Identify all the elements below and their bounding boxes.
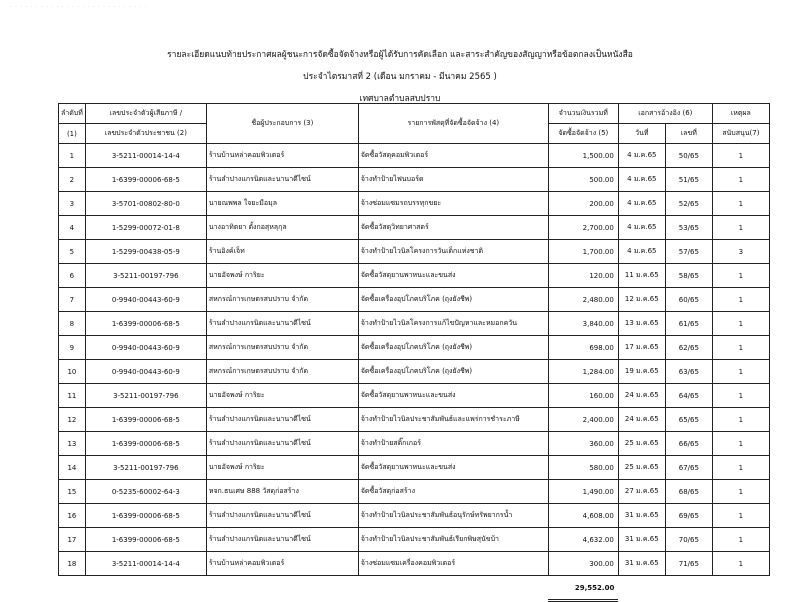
header-reason-sub: สนับสนุน(7): [712, 124, 769, 144]
row-number: 4: [59, 216, 86, 240]
row-taxid: 0-9940-00443-60-9: [85, 288, 206, 312]
header-docno: เลขที่: [665, 124, 712, 144]
row-amount: 1,700.00: [548, 240, 618, 264]
row-vendor: ร้านลำปางแกรนิตและนานาดีไซน์: [206, 168, 358, 192]
header-seq-number: (1): [59, 124, 86, 144]
row-amount: 3,840.00: [548, 312, 618, 336]
row-item: จัดซื้อวัสดุยานพาหนะและขนส่ง: [358, 456, 548, 480]
table-row: [59, 384, 770, 408]
row-amount: 1,490.00: [548, 480, 618, 504]
row-date: 31 ม.ค.65: [618, 552, 665, 576]
row-reason: 1: [712, 552, 769, 576]
row-taxid: 3-5211-00197-796: [85, 264, 206, 288]
row-item: จัดซื้อวัสดุคอมพิวเตอร์: [358, 144, 548, 168]
row-number: 8: [59, 312, 86, 336]
row-date: 4 ม.ค.65: [618, 168, 665, 192]
row-date: 25 ม.ค.65: [618, 432, 665, 456]
row-amount: 1,284.00: [548, 360, 618, 384]
row-date: 4 ม.ค.65: [618, 240, 665, 264]
row-number: 10: [59, 360, 86, 384]
row-vendor: สหกรณ์การเกษตรสบปราบ จำกัด: [206, 360, 358, 384]
row-taxid: 0-5235-60002-64-3: [85, 480, 206, 504]
row-vendor: ร้านลำปางแกรนิตและนานาดีไซน์: [206, 528, 358, 552]
row-reason: 1: [712, 432, 769, 456]
row-docno: 69/65: [665, 504, 712, 528]
row-amount: 200.00: [548, 192, 618, 216]
row-number: 1: [59, 144, 86, 168]
row-docno: 65/65: [665, 408, 712, 432]
row-item: จ้างทำป้ายไฟนบอร์ด: [358, 168, 548, 192]
row-reason: 1: [712, 168, 769, 192]
row-taxid: 1-6399-00006-68-5: [85, 312, 206, 336]
row-number: 13: [59, 432, 86, 456]
table-body: [59, 144, 770, 576]
row-docno: 50/65: [665, 144, 712, 168]
row-taxid: 1-5299-00438-05-9: [85, 240, 206, 264]
row-docno: 52/65: [665, 192, 712, 216]
row-amount: 2,480.00: [548, 288, 618, 312]
table-row: [59, 432, 770, 456]
row-date: 13 ม.ค.65: [618, 312, 665, 336]
row-amount: 2,700.00: [548, 216, 618, 240]
row-docno: 64/65: [665, 384, 712, 408]
row-amount: 698.00: [548, 336, 618, 360]
table-row: [59, 480, 770, 504]
row-amount: 500.00: [548, 168, 618, 192]
row-item: จัดซื้อเครื่องอุปโภคบริโภค (ถุงยังชีพ): [358, 360, 548, 384]
row-item: จัดซื้อวัสดุยานพาหนะและขนส่ง: [358, 264, 548, 288]
header-reason: เหตุผล: [712, 104, 769, 124]
header-vendor: ชื่อผู้ประกอบการ (3): [206, 104, 358, 144]
header-item: รายการพัสดุที่จัดซื้อจัดจ้าง (4): [358, 104, 548, 144]
row-date: 25 ม.ค.65: [618, 456, 665, 480]
row-reason: 1: [712, 264, 769, 288]
total-spacer: [59, 576, 549, 601]
row-item: จ้างทำป้ายไวนิลประชาสัมพันธ์อนุรักษ์ทรัพยากรน้ำ: [358, 504, 548, 528]
header-amount: จำนวนเงินรวมที่: [548, 104, 618, 124]
row-vendor: ร้านลำปางแกรนิตและนานาดีไซน์: [206, 504, 358, 528]
row-date: 17 ม.ค.65: [618, 336, 665, 360]
row-taxid: 0-9940-00443-60-9: [85, 336, 206, 360]
table-row: [59, 504, 770, 528]
row-vendor: นายอัจพงษ์ การิยะ: [206, 384, 358, 408]
row-taxid: 3-5211-00014-14-4: [85, 144, 206, 168]
row-amount: 300.00: [548, 552, 618, 576]
row-amount: 1,500.00: [548, 144, 618, 168]
row-amount: 4,632.00: [548, 528, 618, 552]
row-taxid: 3-5211-00197-796: [85, 384, 206, 408]
header-seq: ลำดับที่: [59, 104, 86, 124]
row-number: 7: [59, 288, 86, 312]
row-date: 4 ม.ค.65: [618, 216, 665, 240]
row-docno: 70/65: [665, 528, 712, 552]
row-item: จัดซื้อวัสดุก่อสร้าง: [358, 480, 548, 504]
row-vendor: ร้านลำปางแกรนิตและนานาดีไซน์: [206, 432, 358, 456]
row-vendor: ร้านลำปางแกรนิตและนานาดีไซน์: [206, 408, 358, 432]
row-reason: 3: [712, 240, 769, 264]
header-date: วันที่: [618, 124, 665, 144]
row-date: 12 ม.ค.65: [618, 288, 665, 312]
row-vendor: สหกรณ์การเกษตรสบปราบ จำกัด: [206, 288, 358, 312]
row-reason: 1: [712, 336, 769, 360]
row-number: 9: [59, 336, 86, 360]
table-row: [59, 312, 770, 336]
row-reason: 1: [712, 216, 769, 240]
header-taxid: เลขประจำตัวผู้เสียภาษี /: [85, 104, 206, 124]
row-date: 24 ม.ค.65: [618, 408, 665, 432]
row-vendor: นายอัจพงษ์ การิยะ: [206, 264, 358, 288]
row-item: จ้างซ่อมแซมเครื่องคอมพิวเตอร์: [358, 552, 548, 576]
document-period: ประจำไตรมาสที่ 2 (เดือน มกราคม - มีนาคม 2565 ): [303, 72, 497, 82]
row-reason: 1: [712, 480, 769, 504]
row-vendor: นายณพพล ใจยะมือมุล: [206, 192, 358, 216]
table-header: [59, 104, 770, 144]
table-row: [59, 456, 770, 480]
row-docno: 68/65: [665, 480, 712, 504]
table-row: [59, 216, 770, 240]
row-item: จัดซื้อเครื่องอุปโภคบริโภค (ถุงยังชีพ): [358, 336, 548, 360]
row-date: 27 ม.ค.65: [618, 480, 665, 504]
row-reason: 1: [712, 144, 769, 168]
row-item: จ้างทำป้ายไวนิลโครงการวันเด็กแห่งชาติ: [358, 240, 548, 264]
row-vendor: ร้านลำปางแกรนิตและนานาดีไซน์: [206, 312, 358, 336]
row-reason: 1: [712, 456, 769, 480]
row-vendor: ร้านอิงค์เจ็ท: [206, 240, 358, 264]
table-row: [59, 264, 770, 288]
row-vendor: หจก.ธนเศษ 888 วัสดุก่อสร้าง: [206, 480, 358, 504]
row-item: จ้างทำป้ายไวนิลประชาสัมพันธ์และแพร่การชำระภาษี: [358, 408, 548, 432]
row-number: 3: [59, 192, 86, 216]
row-reason: 1: [712, 288, 769, 312]
row-reason: 1: [712, 192, 769, 216]
row-reason: 1: [712, 312, 769, 336]
total-spacer-right: [618, 576, 769, 601]
row-vendor: นายอัจพงษ์ การิยะ: [206, 456, 358, 480]
scan-header-artifact: · · · · · · · · · · · · · · · · · · · · · · · · · · ·: [10, 4, 148, 10]
row-number: 17: [59, 528, 86, 552]
row-item: จัดซื้อวัสดุยานพาหนะและขนส่ง: [358, 384, 548, 408]
row-item: จัดซื้อวัสดุวิทยาศาสตร์: [358, 216, 548, 240]
row-number: 11: [59, 384, 86, 408]
table-row: [59, 288, 770, 312]
row-docno: 61/65: [665, 312, 712, 336]
row-docno: 53/65: [665, 216, 712, 240]
row-reason: 1: [712, 528, 769, 552]
row-docno: 58/65: [665, 264, 712, 288]
row-amount: 120.00: [548, 264, 618, 288]
row-taxid: 3-5701-00802-80-0: [85, 192, 206, 216]
row-number: 15: [59, 480, 86, 504]
row-vendor: ร้านบ้านหล่าคอมพิวเตอร์: [206, 552, 358, 576]
row-vendor: นางอาทิตยา ตั้งกอสุหลุกุล: [206, 216, 358, 240]
row-amount: 360.00: [548, 432, 618, 456]
row-taxid: 3-5211-00014-14-4: [85, 552, 206, 576]
table-row: [59, 528, 770, 552]
row-docno: 71/65: [665, 552, 712, 576]
row-number: 16: [59, 504, 86, 528]
row-taxid: 1-6399-00006-68-5: [85, 432, 206, 456]
row-docno: 67/65: [665, 456, 712, 480]
row-reason: 1: [712, 360, 769, 384]
row-docno: 66/65: [665, 432, 712, 456]
procurement-table: [58, 103, 770, 602]
row-date: 24 ม.ค.65: [618, 384, 665, 408]
table-row: [59, 240, 770, 264]
table-row: [59, 168, 770, 192]
row-date: 31 ม.ค.65: [618, 504, 665, 528]
document-title: รายละเอียดแนบท้ายประกาศผลผู้ชนะการจัดซื้อจัดจ้างหรือผู้ได้รับการคัดเลือก และสาระสำคัญของสัญญาหรือข้อตกลงเป็นหนังสือ: [167, 50, 633, 60]
table-row: [59, 192, 770, 216]
row-amount: 580.00: [548, 456, 618, 480]
row-date: 31 ม.ค.65: [618, 528, 665, 552]
header-taxid-sub: เลขประจำตัวประชาชน (2): [85, 124, 206, 144]
row-item: จ้างทำป้ายไวนิลโครงการแก้ไขปัญหาและหมอกควัน: [358, 312, 548, 336]
table-row: [59, 144, 770, 168]
row-item: จัดซื้อเครื่องอุปโภคบริโภค (ถุงยังชีพ): [358, 288, 548, 312]
row-taxid: 0-9940-00443-60-9: [85, 360, 206, 384]
row-number: 2: [59, 168, 86, 192]
row-taxid: 1-6399-00006-68-5: [85, 528, 206, 552]
row-item: จ้างทำป้ายสติ๊กเกอร์: [358, 432, 548, 456]
row-item: จ้างซ่อมแซมรถบรรทุกขยะ: [358, 192, 548, 216]
header-docref: เอกสารอ้างอิง (6): [618, 104, 712, 124]
row-date: 4 ม.ค.65: [618, 192, 665, 216]
table-row: [59, 336, 770, 360]
row-date: 19 ม.ค.65: [618, 360, 665, 384]
row-vendor: สหกรณ์การเกษตรสบปราบ จำกัด: [206, 336, 358, 360]
total-row: [59, 576, 770, 601]
row-number: 5: [59, 240, 86, 264]
row-docno: 62/65: [665, 336, 712, 360]
row-number: 18: [59, 552, 86, 576]
row-docno: 63/65: [665, 360, 712, 384]
header-amount-sub: จัดซื้อจัดจ้าง (5): [548, 124, 618, 144]
row-number: 14: [59, 456, 86, 480]
row-amount: 2,400.00: [548, 408, 618, 432]
row-amount: 4,608.00: [548, 504, 618, 528]
row-reason: 1: [712, 384, 769, 408]
row-docno: 51/65: [665, 168, 712, 192]
row-reason: 1: [712, 408, 769, 432]
row-taxid: 3-5211-00197-796: [85, 456, 206, 480]
total-amount: 29,552.00: [548, 576, 618, 601]
row-docno: 60/65: [665, 288, 712, 312]
row-amount: 160.00: [548, 384, 618, 408]
table-row: [59, 552, 770, 576]
row-taxid: 1-6399-00006-68-5: [85, 168, 206, 192]
row-item: จ้างทำป้ายไวนิลประชาสัมพันธ์เรียกพิษสุนัขบ้า: [358, 528, 548, 552]
row-taxid: 1-6399-00006-68-5: [85, 504, 206, 528]
row-reason: 1: [712, 504, 769, 528]
row-date: 11 ม.ค.65: [618, 264, 665, 288]
row-date: 4 ม.ค.65: [618, 144, 665, 168]
row-number: 12: [59, 408, 86, 432]
table-row: [59, 360, 770, 384]
row-vendor: ร้านบ้านหล่าคอมพิวเตอร์: [206, 144, 358, 168]
row-taxid: 1-5299-00072-01-8: [85, 216, 206, 240]
row-number: 6: [59, 264, 86, 288]
row-docno: 57/65: [665, 240, 712, 264]
table-row: [59, 408, 770, 432]
organization-name: เทศบาลตำบลสบปราบ: [359, 94, 441, 104]
row-taxid: 1-6399-00006-68-5: [85, 408, 206, 432]
